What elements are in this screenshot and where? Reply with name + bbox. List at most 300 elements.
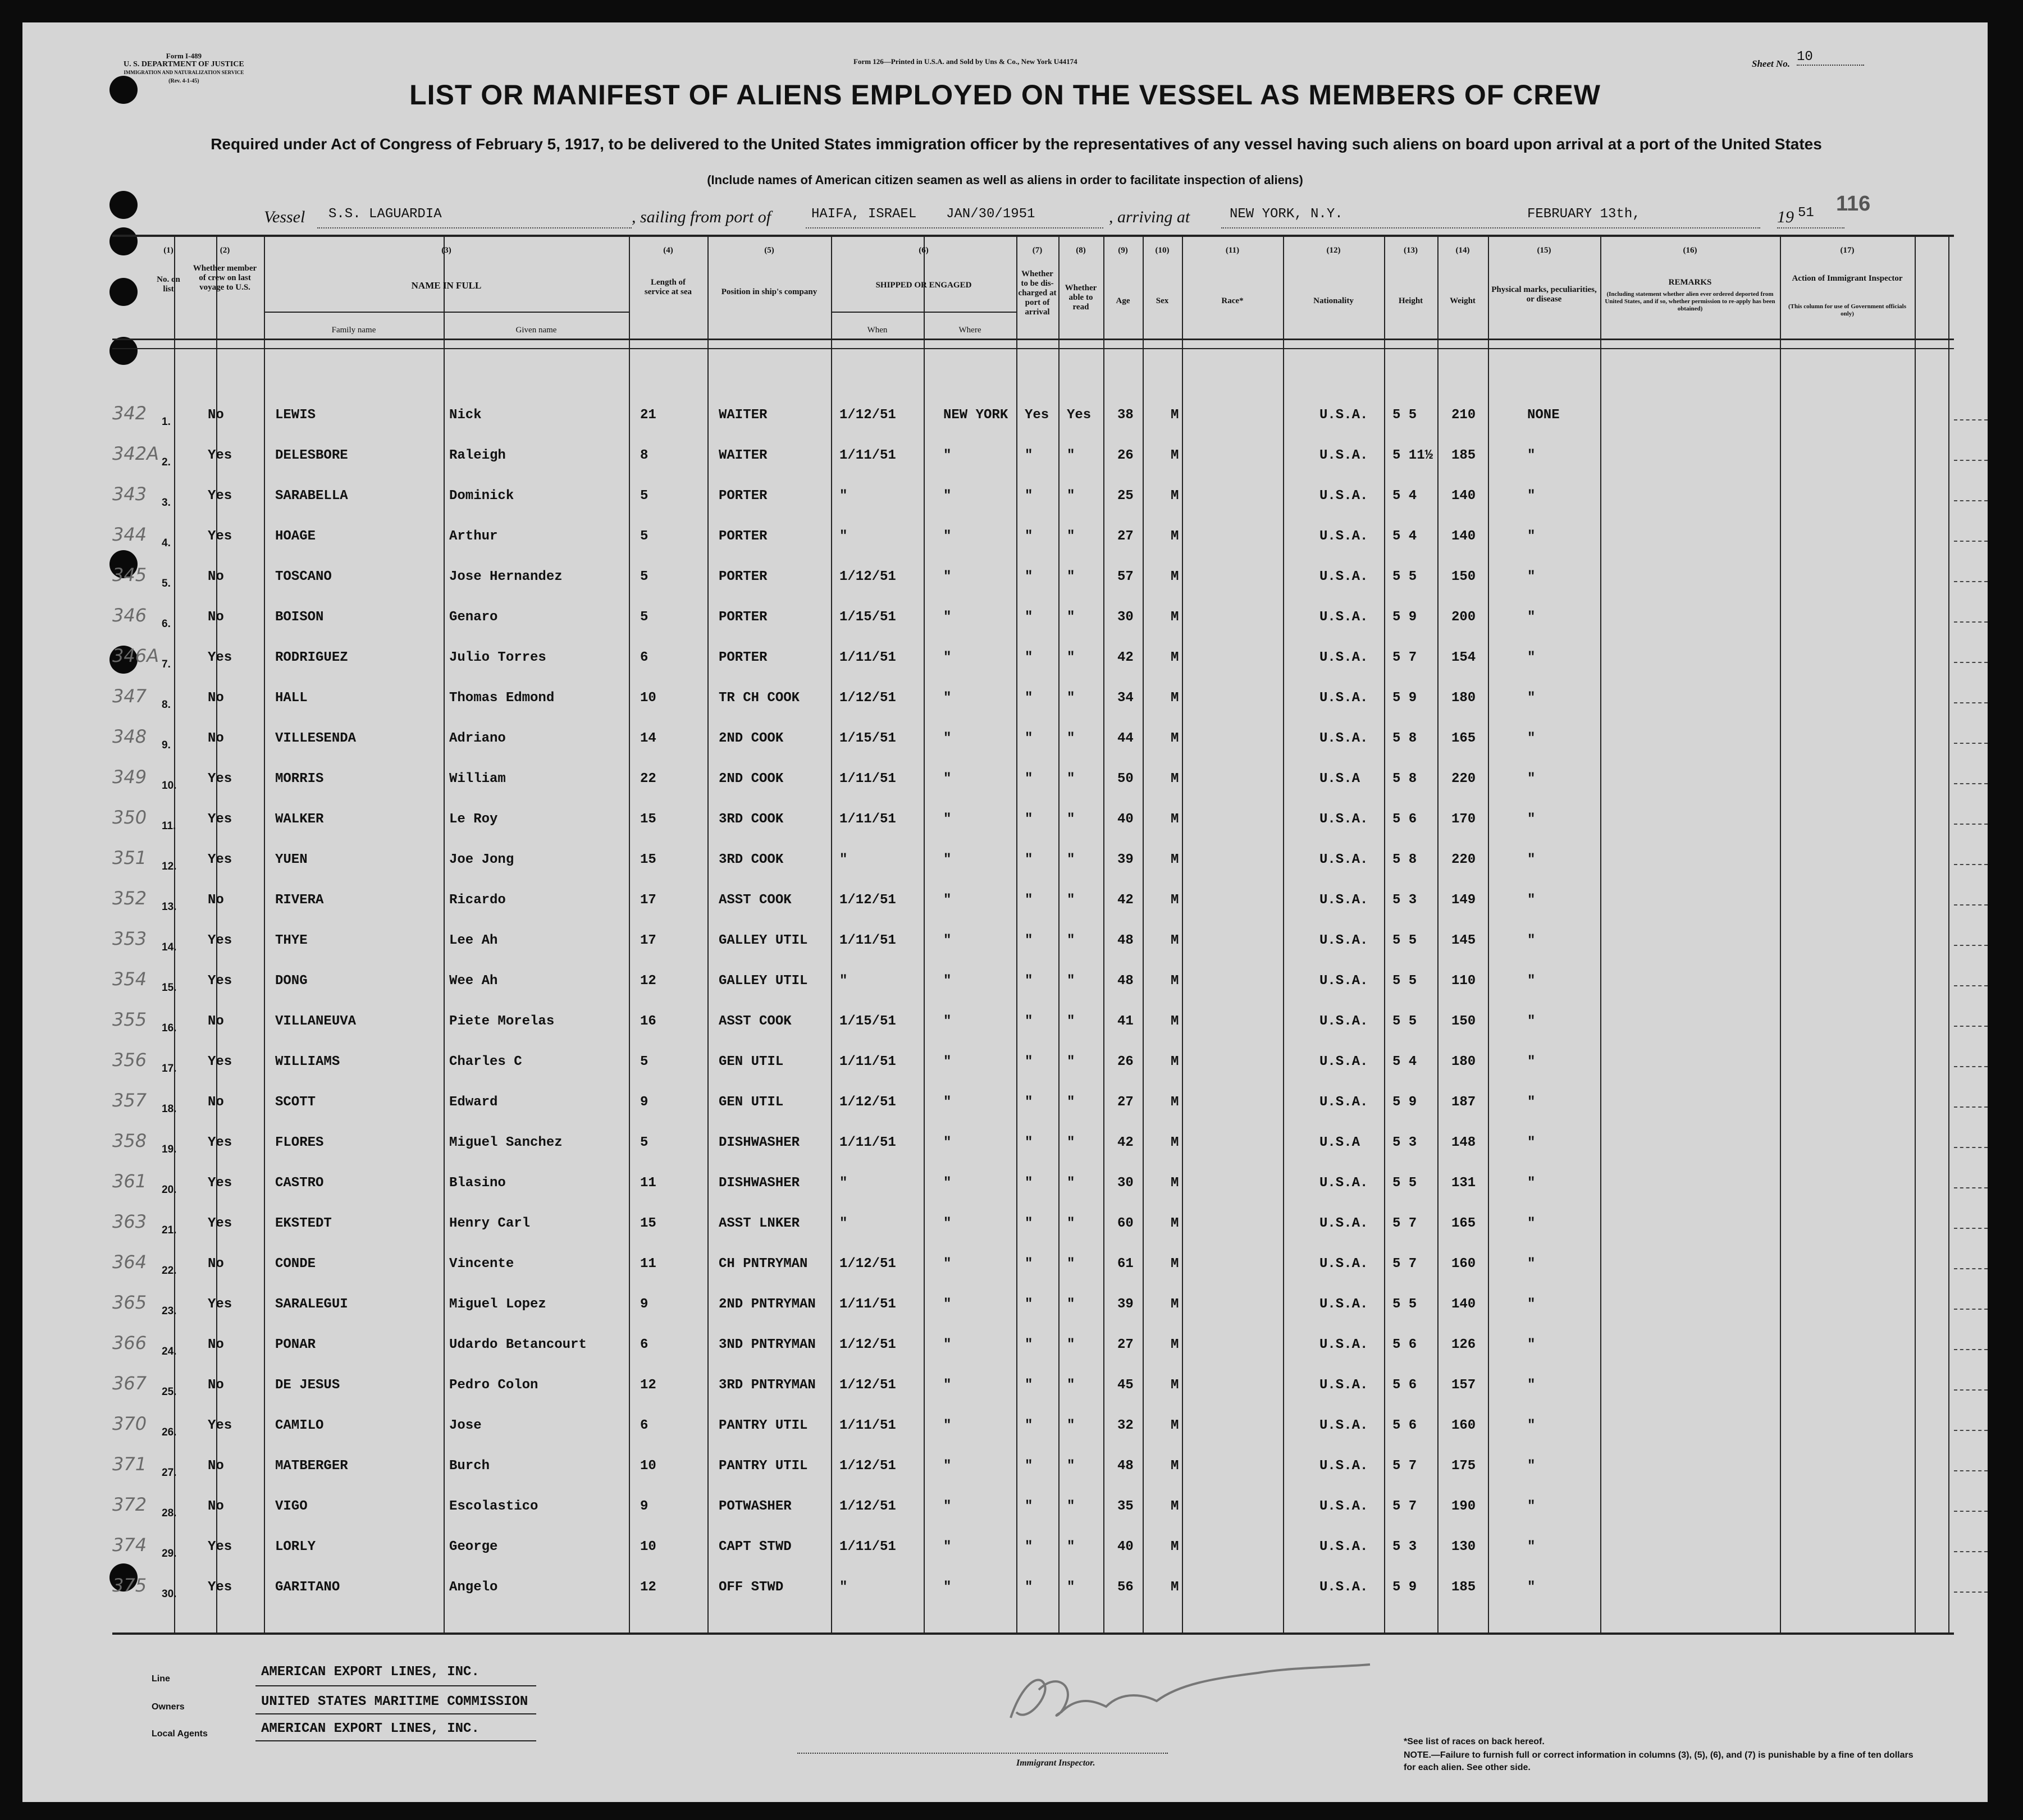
row-edge-dash <box>1954 419 1988 420</box>
given-name-cell: Pedro Colon <box>449 1378 538 1393</box>
footer-agents-label: Local Agents <box>152 1729 208 1739</box>
sex-cell: M <box>1171 529 1179 544</box>
row-edge-dash <box>1954 985 1988 986</box>
shipped-where-cell: " <box>943 771 952 786</box>
shipped-when-cell: 1/15/51 <box>839 1014 896 1029</box>
family-name-cell: THYE <box>275 933 308 948</box>
family-name-cell: CAMILO <box>275 1418 324 1433</box>
col-header-length-of-service: Length of service at sea <box>644 278 692 296</box>
sex-cell: M <box>1171 1095 1179 1110</box>
able-to-read-cell: " <box>1067 650 1075 665</box>
given-name-cell: Angelo <box>449 1580 498 1595</box>
to-be-discharged-cell: " <box>1025 610 1033 625</box>
inspector-label: Immigrant Inspector. <box>1016 1758 1095 1768</box>
row-edge-dash <box>1954 500 1988 501</box>
col-header-shipped-engaged: SHIPPED OR ENGAGED <box>875 281 972 290</box>
shipped-when-cell: " <box>839 488 848 504</box>
given-name-cell: Charles C <box>449 1054 522 1069</box>
last-voyage-cell: No <box>208 1256 224 1272</box>
given-name-cell: Raleigh <box>449 448 506 463</box>
sex-cell: M <box>1171 1539 1179 1554</box>
nationality-cell: U.S.A. <box>1319 1539 1368 1554</box>
given-name-cell: Ricardo <box>449 893 506 908</box>
shipped-where-cell: " <box>943 1054 952 1069</box>
able-to-read-cell: " <box>1067 933 1075 948</box>
punch-hole <box>109 337 138 365</box>
last-voyage-cell: Yes <box>208 1580 232 1595</box>
arrival-year-suffix: 51 <box>1798 205 1814 221</box>
family-name-cell: GARITANO <box>275 1580 340 1595</box>
row-number-cell: 28. <box>162 1507 177 1519</box>
sex-cell: M <box>1171 610 1179 625</box>
weight-cell: 140 <box>1451 488 1476 504</box>
physical-marks-cell: " <box>1527 852 1536 867</box>
length-of-service-cell: 17 <box>640 933 656 948</box>
able-to-read-cell: " <box>1067 1539 1075 1554</box>
row-edge-dash <box>1954 1511 1988 1512</box>
shipped-when-cell: 1/11/51 <box>839 771 896 786</box>
shipped-where-cell: " <box>943 1135 952 1150</box>
to-be-discharged-cell: " <box>1025 933 1033 948</box>
shipped-when-cell: " <box>839 1176 848 1191</box>
nationality-cell: U.S.A. <box>1319 852 1368 867</box>
col-header-inspector-sub: (This column for use of Government officials only) <box>1788 303 1906 317</box>
family-name-cell: EKSTEDT <box>275 1216 332 1231</box>
height-cell: 5 6 <box>1392 1337 1417 1352</box>
sex-cell: M <box>1171 408 1179 423</box>
physical-marks-cell: " <box>1527 690 1536 706</box>
row-edge-dash <box>1954 541 1988 542</box>
pencil-number-cell: 350 <box>112 807 147 828</box>
length-of-service-cell: 15 <box>640 1216 656 1231</box>
inspector-signature <box>977 1650 1404 1735</box>
given-name-cell: William <box>449 771 506 786</box>
shipped-where-cell: " <box>943 1216 952 1231</box>
arrival-year-prefix: 19 <box>1777 208 1794 226</box>
sex-cell: M <box>1171 1418 1179 1433</box>
to-be-discharged-cell: " <box>1025 973 1033 989</box>
pencil-number-cell: 346A <box>112 645 159 666</box>
weight-cell: 180 <box>1451 1054 1476 1069</box>
length-of-service-cell: 5 <box>640 1135 649 1150</box>
able-to-read-cell: " <box>1067 1095 1075 1110</box>
nationality-cell: U.S.A. <box>1319 488 1368 504</box>
position-cell: CH PNTRYMAN <box>719 1256 808 1272</box>
last-voyage-cell: No <box>208 1499 224 1514</box>
row-number-cell: 18. <box>162 1103 177 1115</box>
nationality-cell: U.S.A. <box>1319 1499 1368 1514</box>
able-to-read-cell: " <box>1067 1297 1075 1312</box>
length-of-service-cell: 5 <box>640 569 649 584</box>
length-of-service-cell: 8 <box>640 448 649 463</box>
height-cell: 5 11½ <box>1392 448 1433 463</box>
col-header-last-voyage: Whether member of crew on last voyage to U.S. <box>193 264 257 292</box>
form-identifier: Form I-489 U. S. DEPARTMENT OF JUSTICE IMMIGRATION AND NATURALIZATION SERVICE (Rev. 4-1-45) <box>124 52 244 84</box>
sex-cell: M <box>1171 933 1179 948</box>
row-number-cell: 20. <box>162 1184 177 1196</box>
shipped-when-cell: 1/12/51 <box>839 690 896 706</box>
to-be-discharged-cell: " <box>1025 1539 1033 1554</box>
family-name-cell: SARALEGUI <box>275 1297 348 1312</box>
able-to-read-cell: " <box>1067 690 1075 706</box>
length-of-service-cell: 22 <box>640 771 656 786</box>
shipped-when-cell: " <box>839 1580 848 1595</box>
position-cell: 3RD COOK <box>719 812 784 827</box>
family-name-cell: FLORES <box>275 1135 324 1150</box>
row-edge-dash <box>1954 945 1988 946</box>
row-edge-dash <box>1954 864 1988 865</box>
able-to-read-cell: " <box>1067 771 1075 786</box>
age-cell: 39 <box>1117 1297 1134 1312</box>
sex-cell: M <box>1171 731 1179 746</box>
pencil-number-cell: 349 <box>112 766 147 788</box>
nationality-cell: U.S.A. <box>1319 650 1368 665</box>
nationality-cell: U.S.A. <box>1319 1580 1368 1595</box>
last-voyage-cell: Yes <box>208 488 232 504</box>
given-name-cell: Julio Torres <box>449 650 546 665</box>
weight-cell: 157 <box>1451 1378 1476 1393</box>
given-name-cell: Thomas Edmond <box>449 690 555 706</box>
shipped-when-cell: 1/12/51 <box>839 569 896 584</box>
family-name-cell: PONAR <box>275 1337 316 1352</box>
sheet-number-value: 10 <box>1797 49 1864 66</box>
col-header-family-name: Family name <box>331 326 376 335</box>
shipped-when-cell: " <box>839 852 848 867</box>
physical-marks-cell: " <box>1527 1499 1536 1514</box>
col-header-when: When <box>867 326 888 335</box>
shipped-where-cell: " <box>943 1580 952 1595</box>
length-of-service-cell: 5 <box>640 488 649 504</box>
last-voyage-cell: Yes <box>208 1135 232 1150</box>
family-name-cell: VILLANEUVA <box>275 1014 357 1029</box>
pencil-number-cell: 366 <box>112 1332 147 1353</box>
pencil-number-cell: 361 <box>112 1170 147 1192</box>
sex-cell: M <box>1171 1337 1179 1352</box>
punch-hole <box>109 227 138 255</box>
shipped-where-cell: " <box>943 488 952 504</box>
length-of-service-cell: 12 <box>640 973 656 989</box>
given-name-cell: Edward <box>449 1095 498 1110</box>
row-number-cell: 10. <box>162 780 177 792</box>
row-edge-dash <box>1954 1026 1988 1027</box>
position-cell: 3RD PNTRYMAN <box>719 1378 816 1393</box>
row-edge-dash <box>1954 1066 1988 1067</box>
pencil-number-cell: 357 <box>112 1090 147 1111</box>
to-be-discharged-cell: " <box>1025 1297 1033 1312</box>
family-name-cell: LORLY <box>275 1539 316 1554</box>
length-of-service-cell: 11 <box>640 1256 656 1272</box>
pencil-number-cell: 372 <box>112 1494 147 1515</box>
position-cell: CAPT STWD <box>719 1539 792 1554</box>
shipped-where-cell: " <box>943 529 952 544</box>
row-number-cell: 22. <box>162 1265 177 1277</box>
weight-cell: 145 <box>1451 933 1476 948</box>
to-be-discharged-cell: " <box>1025 448 1033 463</box>
to-be-discharged-cell: " <box>1025 1095 1033 1110</box>
shipped-where-cell: " <box>943 448 952 463</box>
family-name-cell: DONG <box>275 973 308 989</box>
weight-cell: 130 <box>1451 1539 1476 1554</box>
height-cell: 5 3 <box>1392 1135 1417 1150</box>
last-voyage-cell: Yes <box>208 1418 232 1433</box>
physical-marks-cell: " <box>1527 1337 1536 1352</box>
physical-marks-cell: " <box>1527 1256 1536 1272</box>
height-cell: 5 8 <box>1392 731 1417 746</box>
age-cell: 40 <box>1117 812 1134 827</box>
age-cell: 42 <box>1117 650 1134 665</box>
length-of-service-cell: 12 <box>640 1378 656 1393</box>
age-cell: 25 <box>1117 488 1134 504</box>
row-number-cell: 12. <box>162 861 177 872</box>
length-of-service-cell: 15 <box>640 812 656 827</box>
family-name-cell: WILLIAMS <box>275 1054 340 1069</box>
last-voyage-cell: Yes <box>208 812 232 827</box>
length-of-service-cell: 9 <box>640 1095 649 1110</box>
age-cell: 57 <box>1117 569 1134 584</box>
height-cell: 5 9 <box>1392 610 1417 625</box>
length-of-service-cell: 5 <box>640 529 649 544</box>
length-of-service-cell: 21 <box>640 408 656 423</box>
last-voyage-cell: No <box>208 1337 224 1352</box>
pencil-number-cell: 356 <box>112 1049 147 1071</box>
position-cell: WAITER <box>719 448 768 463</box>
position-cell: 2ND COOK <box>719 731 784 746</box>
row-edge-dash <box>1954 460 1988 461</box>
able-to-read-cell: " <box>1067 1580 1075 1595</box>
row-number-cell: 16. <box>162 1022 177 1034</box>
sailing-port: HAIFA, ISRAEL <box>811 207 917 222</box>
physical-marks-cell: NONE <box>1527 408 1560 423</box>
shipped-when-cell: 1/12/51 <box>839 408 896 423</box>
shipped-when-cell: 1/12/51 <box>839 1499 896 1514</box>
given-name-cell: Miguel Sanchez <box>449 1135 563 1150</box>
able-to-read-cell: " <box>1067 569 1075 584</box>
row-number-cell: 13. <box>162 901 177 913</box>
weight-cell: 185 <box>1451 1580 1476 1595</box>
pencil-number-cell: 346 <box>112 605 147 626</box>
nationality-cell: U.S.A. <box>1319 610 1368 625</box>
to-be-discharged-cell: " <box>1025 1418 1033 1433</box>
page-stamp-number: 116 <box>1836 192 1871 216</box>
pencil-number-cell: 353 <box>112 928 147 949</box>
shipped-where-cell: " <box>943 1297 952 1312</box>
sex-cell: M <box>1171 448 1179 463</box>
length-of-service-cell: 12 <box>640 1580 656 1595</box>
footer-line-label: Line <box>152 1674 170 1684</box>
pencil-number-cell: 348 <box>112 726 147 747</box>
sex-cell: M <box>1171 1176 1179 1191</box>
footer-line-value: AMERICAN EXPORT LINES, INC. <box>261 1664 480 1680</box>
nationality-cell: U.S.A. <box>1319 1014 1368 1029</box>
physical-marks-cell: " <box>1527 1580 1536 1595</box>
able-to-read-cell: " <box>1067 1176 1075 1191</box>
shipped-when-cell: 1/11/51 <box>839 1054 896 1069</box>
able-to-read-cell: " <box>1067 1378 1075 1393</box>
nationality-cell: U.S.A. <box>1319 973 1368 989</box>
position-cell: WAITER <box>719 408 768 423</box>
nationality-cell: U.S.A. <box>1319 1378 1368 1393</box>
row-edge-dash <box>1954 783 1988 784</box>
row-edge-dash <box>1954 1592 1988 1593</box>
sex-cell: M <box>1171 1216 1179 1231</box>
sex-cell: M <box>1171 1499 1179 1514</box>
shipped-where-cell: " <box>943 933 952 948</box>
shipped-when-cell: 1/12/51 <box>839 1095 896 1110</box>
shipped-where-cell: " <box>943 1378 952 1393</box>
pencil-number-cell: 342 <box>112 403 147 424</box>
last-voyage-cell: Yes <box>208 771 232 786</box>
manifest-sheet: Form I-489 U. S. DEPARTMENT OF JUSTICE IMMIGRATION AND NATURALIZATION SERVICE (Rev. 4-1-45) Form 126—Printed in U.S.A. and Sold by Uns & Co., New York U44174 Sheet No. 10 LIST OR MANIFEST OF ALIENS EMPLOYED ON THE VESSEL AS MEMBERS OF CREW Required under Act of Congress of February 5, 1917, to be delivered to the United States immigration officer by the representatives of any vessel having such aliens on board upon arrival at a port of the United States (Include names of American citizen seamen as well as aliens in order to facilitate inspection of aliens) 116 Vessel S.S. LAGUARDIA , sailing from port of HAIFA, ISRAEL JAN/30/1951 , arriving at NEW YORK, N.Y. FEBRUARY 13th, 19 51 (1) No. on list (2) Whether member of crew on last voyage to U.S. (3) NAME IN FULL Family name Given name (4) Length of service at sea (5) Position in ship's company (6) SHIPPED OR ENGAGED When Where (7) Whether to be dis-charged at port of arrival (8) Whether able to read (9) Age (10) Sex (11) Race* (12) Nationality (13) Height (14) Weight (15) Physical marks, peculiarities, or disease (16) REMARKS (Including statement whether alien ever ordered deported from United States, and if so, whether permission to re-apply has been obtained) (17) Action of Immigrant Inspector (This column for use of Government officials only) 342 1. No LEWIS Nick 21 WAITER 1/12/51 NEW YORK Yes Yes 38 M U.S.A. 5 5 210 NONE 342A 2. Yes DELESBORE Raleigh 8 WAITER 1/11/51 " " " 26 M U.S.A. 5 11½ 185 " 343 3. Yes SARABELLA Dominick 5 PORTER " " " " 25 M U.S.A. 5 4 140 " 344 4. Yes HOAGE Arthur 5 PORTER " " " " 27 M U.S.A. 5 4 140 " 345 5. No TOSCANO Jose Hernandez 5 PORTER 1/12/51 " " " 57 M U.S.A. 5 5 150 " 346 6. No BOISON Genaro 5 PORTER 1/15/51 " " " 30 M U.S.A. 5 9 200 " 346A 7. Yes RODRIGUEZ Julio Torres 6 PORTER 1/11/51 " " " 42 M U.S.A. 5 7 154 " 347 8. No HALL Thomas Edmond 10 TR CH COOK 1/12/51 " " " 34 M U.S.A. 5 9 180 " 348 9. No VILLESENDA Adriano 14 2ND COOK 1/15/51 " " " 44 M U.S.A. 5 8 165 " 349 10. Yes MORRIS William 22 2ND COOK 1/11/51 " " " 50 M U.S.A 5 8 220 " 350 11. Yes WALKER Le Roy 15 3RD COOK 1/11/51 " " " 40 M U.S.A. 5 6 170 " 351 12. Yes YUEN Joe Jong 15 3RD COOK " " " " 39 M U.S.A. 5 8 220 " 352 13. No RIVERA Ricardo 17 ASST COOK 1/12/51 " " " 42 M U.S.A. 5 3 149 " 353 14. Yes THYE Lee Ah 17 GALLEY UTIL 1/11/51 " " " 48 M U.S.A. 5 5 145 " 354 15. Yes DONG Wee Ah 12 GALLEY UTIL " " " " 48 M U.S.A. 5 5 110 " 355 16. No VILLANEUVA Piete Morelas 16 ASST COOK 1/15/51 " " " 41 M U.S.A. 5 5 150 " 356 17. Yes WILLIAMS Charles C 5 GEN UTIL 1/11/51 " " " 26 M U.S.A. 5 4 180 " 357 18. No SCOTT Edward 9 GEN UTIL 1/12/51 " " " 27 M U.S.A. 5 9 187 " 358 19. Yes FLORES Miguel Sanchez 5 DISHWASHER 1/11/51 " " " 42 M U.S.A 5 3 148 " 361 20. Yes CASTRO Blasino 11 DISHWASHER " " " " 30 M U.S.A. 5 5 131 " 363 21. Yes EKSTEDT Henry Carl 15 ASST LNKER " " " " 60 M U.S.A. 5 7 165 " 364 22. No CONDE Vincente 11 CH PNTRYMAN 1/12/51 " " " 61 M U.S.A. 5 7 160 " 365 23. Yes SARALEGUI Miguel Lopez 9 2ND PNTRYMAN 1/11/51 " " " 39 M U.S.A. 5 5 140 " 366 24. No PONAR Udardo Betancourt 6 3ND PNTRYMAN 1/12/51 " " " 27 M U.S.A. 5 6 126 " 367 25. No DE JESUS Pedro Colon 12 3RD PNTRYMAN 1/12/51 " " " 45 M U.S.A. 5 6 157 " 370 26. Yes CAMILO Jose 6 PANTRY UTIL 1/11/51 " " " 32 M U.S.A. 5 6 160 " 371 27. No MATBERGER Burch 10 PANTRY UTIL 1/12/51 " " " 48 M U.S.A. 5 7 175 " 372 28. No VIGO Escolastico 9 POTWASHER 1/12/51 " " " 35 M U.S.A. 5 7 190 " 374 29. Yes LORLY George 10 CAPT STWD 1/11/51 " " " 40 M U.S.A. 5 3 130 " 375 30. Yes GARITANO Angelo 12 OFF STWD " " " " 56 M U.S.A. 5 9 185 " Line AMERICAN EXPORT LINES, INC. Owners UNITED STATES MARITIME COMMISSION Local Agents AMERICAN EXPORT LINES, INC. Immigrant Inspector. *See list of races on back hereof. NOTE.—Failure to furnish full or correct information in columns (3), (5), (6), and (7) is punishable by a fine of ten dollars for each alien. See other side. <box>22 22 1988 1802</box>
nationality-cell: U.S.A. <box>1319 1095 1368 1110</box>
col-header-able-to-read: Whether able to read <box>1065 283 1097 312</box>
given-name-cell: Escolastico <box>449 1499 538 1514</box>
physical-marks-cell: " <box>1527 1458 1536 1474</box>
age-cell: 35 <box>1117 1499 1134 1514</box>
height-cell: 5 7 <box>1392 1256 1417 1272</box>
to-be-discharged-cell: " <box>1025 1176 1033 1191</box>
age-cell: 48 <box>1117 973 1134 989</box>
given-name-cell: Le Roy <box>449 812 498 827</box>
weight-cell: 210 <box>1451 408 1476 423</box>
age-cell: 30 <box>1117 610 1134 625</box>
sex-cell: M <box>1171 1297 1179 1312</box>
sailing-date: JAN/30/1951 <box>946 207 1035 222</box>
row-number-cell: 5. <box>162 578 171 589</box>
sheet-number-label: Sheet No. <box>1752 58 1790 69</box>
nationality-cell: U.S.A. <box>1319 529 1368 544</box>
age-cell: 30 <box>1117 1176 1134 1191</box>
family-name-cell: MATBERGER <box>275 1458 348 1474</box>
physical-marks-cell: " <box>1527 1014 1536 1029</box>
physical-marks-cell: " <box>1527 771 1536 786</box>
pencil-number-cell: 352 <box>112 888 147 909</box>
family-name-cell: YUEN <box>275 852 308 867</box>
nationality-cell: U.S.A. <box>1319 1337 1368 1352</box>
row-number-cell: 30. <box>162 1588 177 1600</box>
weight-cell: 165 <box>1451 731 1476 746</box>
physical-marks-cell: " <box>1527 1216 1536 1231</box>
position-cell: PANTRY UTIL <box>719 1418 808 1433</box>
physical-marks-cell: " <box>1527 893 1536 908</box>
pencil-number-cell: 370 <box>112 1413 147 1434</box>
shipped-when-cell: " <box>839 1216 848 1231</box>
age-cell: 60 <box>1117 1216 1134 1231</box>
age-cell: 27 <box>1117 529 1134 544</box>
shipped-when-cell: 1/11/51 <box>839 812 896 827</box>
row-number-cell: 11. <box>162 820 176 832</box>
age-cell: 42 <box>1117 1135 1134 1150</box>
nationality-cell: U.S.A. <box>1319 1297 1368 1312</box>
age-cell: 27 <box>1117 1337 1134 1352</box>
row-edge-dash <box>1954 904 1988 906</box>
position-cell: 2ND COOK <box>719 771 784 786</box>
family-name-cell: CONDE <box>275 1256 316 1272</box>
given-name-cell: Nick <box>449 408 482 423</box>
punch-hole <box>109 191 138 219</box>
shipped-where-cell: " <box>943 1499 952 1514</box>
family-name-cell: RODRIGUEZ <box>275 650 348 665</box>
height-cell: 5 5 <box>1392 973 1417 989</box>
row-number-cell: 23. <box>162 1305 177 1317</box>
footer-agents-value: AMERICAN EXPORT LINES, INC. <box>261 1721 480 1736</box>
penalty-note: NOTE.—Failure to furnish full or correct information in columns (3), (5), (6), and (7) is punishable by a fine of ten dollars for each alien. See other side. <box>1404 1750 1914 1772</box>
nationality-cell: U.S.A <box>1319 771 1360 786</box>
age-cell: 34 <box>1117 690 1134 706</box>
physical-marks-cell: " <box>1527 1095 1536 1110</box>
pencil-number-cell: 375 <box>112 1575 147 1596</box>
sex-cell: M <box>1171 1135 1179 1150</box>
to-be-discharged-cell: " <box>1025 852 1033 867</box>
height-cell: 5 6 <box>1392 812 1417 827</box>
physical-marks-cell: " <box>1527 1054 1536 1069</box>
length-of-service-cell: 6 <box>640 1337 649 1352</box>
shipped-when-cell: 1/11/51 <box>839 933 896 948</box>
family-name-cell: HALL <box>275 690 308 706</box>
position-cell: 3RD COOK <box>719 852 784 867</box>
weight-cell: 185 <box>1451 448 1476 463</box>
nationality-cell: U.S.A. <box>1319 1216 1368 1231</box>
given-name-cell: George <box>449 1539 498 1554</box>
age-cell: 27 <box>1117 1095 1134 1110</box>
row-edge-dash <box>1954 1187 1988 1188</box>
row-number-cell: 15. <box>162 982 177 994</box>
nationality-cell: U.S.A. <box>1319 690 1368 706</box>
family-name-cell: RIVERA <box>275 893 324 908</box>
sex-cell: M <box>1171 650 1179 665</box>
row-number-cell: 7. <box>162 659 171 670</box>
row-edge-dash <box>1954 1147 1988 1148</box>
to-be-discharged-cell: " <box>1025 1014 1033 1029</box>
col-header-remarks-sub: (Including statement whether alien ever ordered deported from United States, and if so, whether permission to re-apply has been obtained) <box>1605 291 1775 312</box>
able-to-read-cell: " <box>1067 1216 1075 1231</box>
able-to-read-cell: " <box>1067 1135 1075 1150</box>
weight-cell: 220 <box>1451 852 1476 867</box>
given-name-cell: Dominick <box>449 488 514 504</box>
arrival-date: FEBRUARY 13th, <box>1527 207 1641 222</box>
given-name-cell: Udardo Betancourt <box>449 1337 587 1352</box>
row-edge-dash <box>1954 743 1988 744</box>
to-be-discharged-cell: " <box>1025 1337 1033 1352</box>
pencil-number-cell: 371 <box>112 1453 147 1475</box>
last-voyage-cell: Yes <box>208 852 232 867</box>
physical-marks-cell: " <box>1527 933 1536 948</box>
position-cell: GALLEY UTIL <box>719 973 808 989</box>
page-subtitle: Required under Act of Congress of February 5, 1917, to be delivered to the United States immigration officer by the representatives of any vessel having such aliens on board upon arrival at a port of the United States <box>211 135 1822 153</box>
length-of-service-cell: 6 <box>640 1418 649 1433</box>
physical-marks-cell: " <box>1527 1378 1536 1393</box>
shipped-where-cell: " <box>943 1337 952 1352</box>
length-of-service-cell: 16 <box>640 1014 656 1029</box>
printer-line: Form 126—Printed in U.S.A. and Sold by Uns & Co., New York U44174 <box>853 57 1077 66</box>
to-be-discharged-cell: " <box>1025 1458 1033 1474</box>
shipped-where-cell: " <box>943 690 952 706</box>
col-header-position: Position in ship's company <box>721 287 818 296</box>
row-number-cell: 4. <box>162 537 171 549</box>
able-to-read-cell: " <box>1067 1337 1075 1352</box>
length-of-service-cell: 5 <box>640 1054 649 1069</box>
position-cell: TR CH COOK <box>719 690 800 706</box>
position-cell: ASST COOK <box>719 1014 792 1029</box>
length-of-service-cell: 10 <box>640 1458 656 1474</box>
sex-cell: M <box>1171 690 1179 706</box>
height-cell: 5 9 <box>1392 1095 1417 1110</box>
position-cell: GEN UTIL <box>719 1095 784 1110</box>
shipped-when-cell: 1/11/51 <box>839 448 896 463</box>
last-voyage-cell: No <box>208 610 224 625</box>
weight-cell: 140 <box>1451 529 1476 544</box>
weight-cell: 170 <box>1451 812 1476 827</box>
position-cell: PORTER <box>719 610 768 625</box>
